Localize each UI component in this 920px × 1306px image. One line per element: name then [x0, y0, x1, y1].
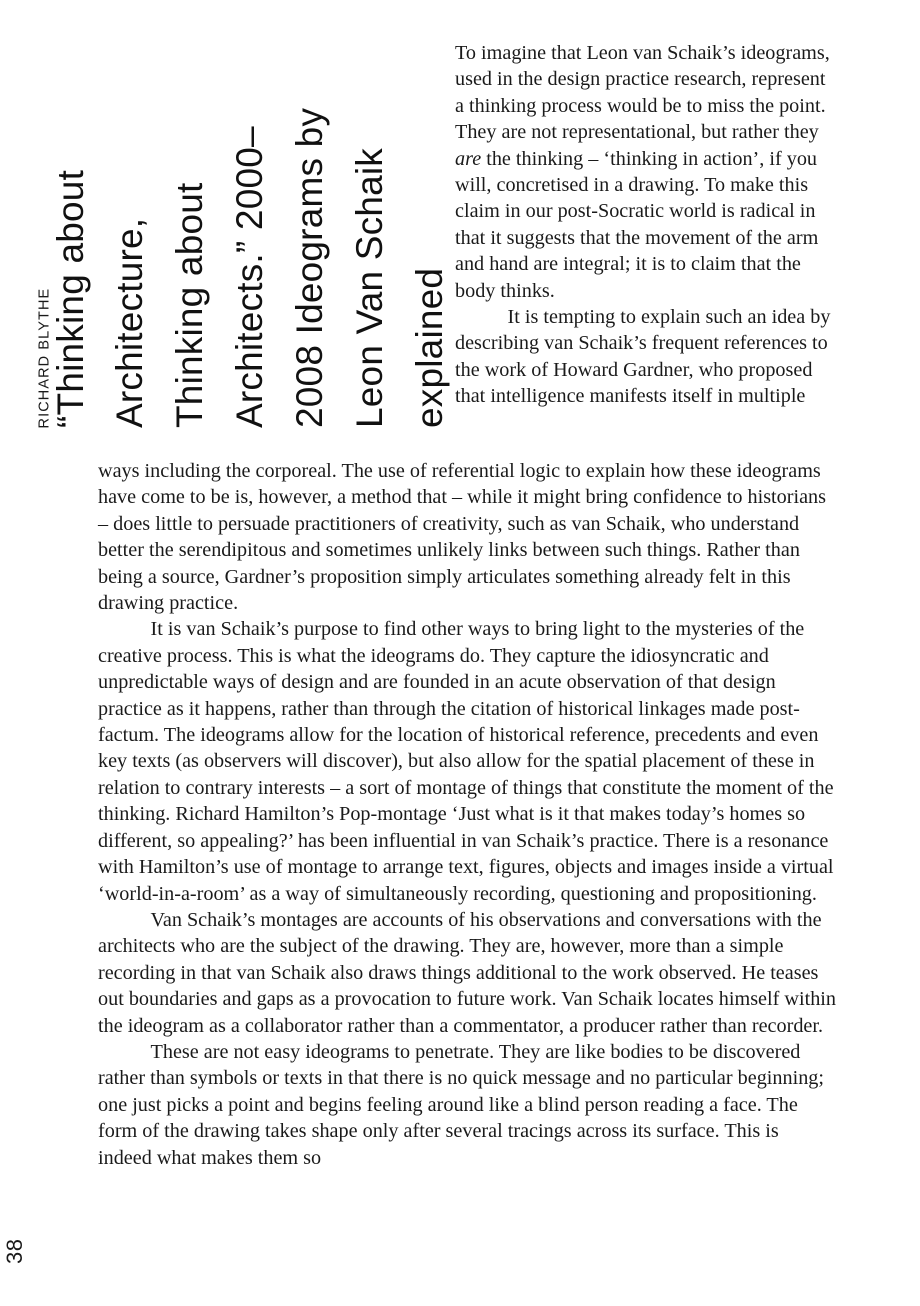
paragraph-body-4: These are not easy ideograms to penetrate. They are like bodies to be discovered rather than symbols or texts in that there is no quick message and no particular beginning; one just picks a point and begins feeling around like a blind person reading a face. The form of the drawing takes shape only after several tracings across its surface. This is indeed what makes them so — [98, 1040, 825, 1169]
article-title-line-1: “Thinking about — [50, 169, 91, 428]
article-title-line-3: Thinking about — [169, 182, 210, 428]
paragraph-opening-1: To imagine that Leon van Schaik’s ideograms, used in the design practice research, represent a thinking process would be to miss the point. They are not representational, but rather they are the thinking – ‘thinking in action’, if you will, concretised in a drawing. To make this claim in our post-Socratic world is radical in that it suggests that the movement of the arm and hand are integral; it is to claim that the body thinks. — [455, 42, 830, 302]
article-title-line-7: explained — [409, 267, 450, 428]
paragraph-opening-2: It is tempting to explain such an idea by describing van Schaik’s frequent references to the work of Howard Gardner, who proposed that intelligence manifests itself in multiple — [455, 306, 831, 408]
paragraph-body-1: ways including the corporeal. The use of referential logic to explain how these ideograms have come to be is, however, a method that – while it might bring confidence to historians – does little to persuade practitioners of creativity, such as van Schaik, who understand better the serendipitous and sometimes unlikely links between such things. Rather than being a source, Gardner’s proposition simply articulates something already felt in this drawing practice. — [98, 460, 827, 615]
page-number: 38 — [2, 1238, 27, 1264]
paragraph-body-2: It is van Schaik’s purpose to find other ways to bring light to the mysteries of the creative process. This is what the ideograms do. They capture the idiosyncratic and unpredictable ways of design and are founded in an acute observation of that design practice as it happens, rather than through the citation of historical linkages made post-factum. The ideograms allow for the location of historical reference, precedents and even key texts (as observers will discover), but also allow for the spatial placement of these in relation to contrary interests – a sort of montage of things that constitute the moment of the thinking. Richard Hamilton’s Pop-montage ‘Just what is it that makes today’s homes so different, so appealing?’ has been influential in van Schaik’s practice. There is a resonance with Hamilton’s use of montage to arrange text, figures, objects and images inside a virtual ‘world-in-a-room’ as a way of simultaneously recording, questioning and propositioning. — [98, 618, 834, 905]
article-title-line-6: Leon Van Schaik — [349, 147, 390, 428]
body-text — [98, 458, 836, 1171]
article-title-line-5: 2008 Ideograms by — [289, 107, 330, 428]
article-title-line-2: Architecture, — [109, 217, 150, 428]
paragraph-body-3: Van Schaik’s montages are accounts of his observations and conversations with the architects who are the subject of the drawing. They are, however, more than a simple recording in that van Schaik also draws things additional to the work observed. He teases out boundaries and gaps as a provocation to future work. Van Schaik locates himself within the ideogram as a collaborator rather than a commentator, a producer rather than recorder. — [98, 908, 836, 1037]
opening-column — [455, 40, 837, 410]
article-title-line-4: Architects.” 2000– — [229, 126, 270, 428]
author-name: RICHARD BLYTHE — [36, 287, 53, 428]
title-block — [0, 0, 460, 440]
